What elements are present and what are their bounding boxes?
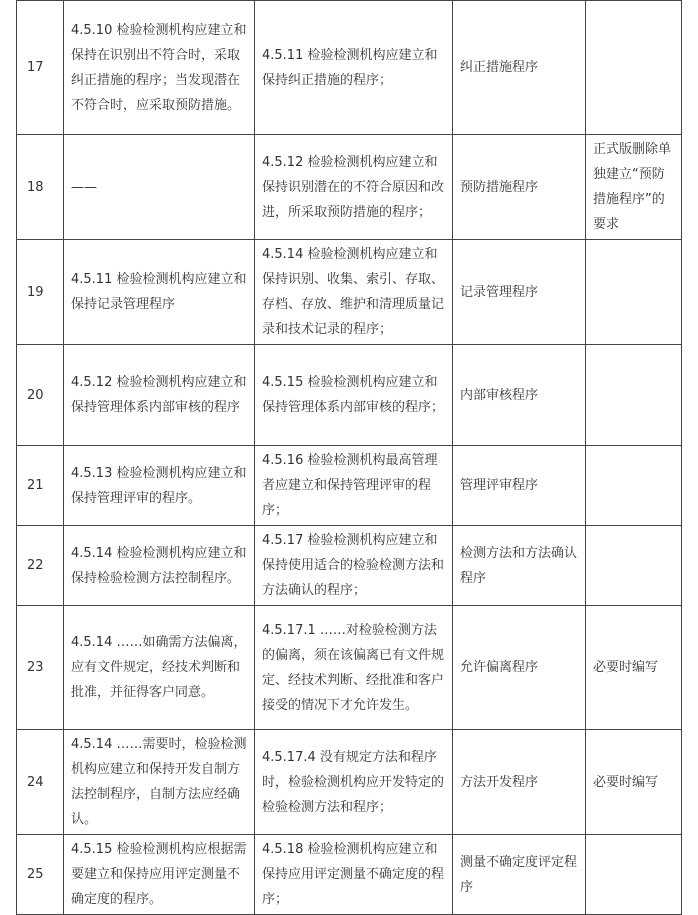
old-clause-text: 4.5.14 检验检测机构应建立和保持检验检测方法控制程序。: [64, 526, 255, 606]
table-row: [17, 526, 682, 606]
remark: [586, 1, 682, 135]
new-clause-text: 4.5.17 检验检测机构应建立和保持使用适合的检验检测方法和方法确认的程序；: [255, 526, 453, 606]
procedure-comparison-table: [16, 0, 682, 915]
row-number: 22: [17, 526, 64, 606]
row-number: 24: [17, 730, 64, 835]
row-number: 17: [17, 1, 64, 135]
row-number: 21: [17, 446, 64, 526]
procedure-name: 内部审核程序: [453, 345, 586, 446]
old-clause-text: 4.5.15 检验检测机构应根据需要建立和保持应用评定测量不确定度的程序。: [64, 835, 255, 915]
row-number: 20: [17, 345, 64, 446]
old-clause-text: 4.5.14 ……如确需方法偏离，应有文件规定，经技术判断和批准，并征得客户同意。: [64, 606, 255, 730]
new-clause-text: 4.5.14 检验检测机构应建立和保持识别、收集、索引、存取、存档、存放、维护和清理质量记录和技术记录的程序；: [255, 240, 453, 345]
procedure-name: 检测方法和方法确认程序: [453, 526, 586, 606]
row-number: 19: [17, 240, 64, 345]
remark: [586, 446, 682, 526]
remark: [586, 526, 682, 606]
procedure-name: 记录管理程序: [453, 240, 586, 345]
new-clause-text: 4.5.16 检验检测机构最高管理者应建立和保持管理评审的程序；: [255, 446, 453, 526]
row-number: 23: [17, 606, 64, 730]
procedure-name: 预防措施程序: [453, 135, 586, 240]
old-clause-text: 4.5.10 检验检测机构应建立和保持在识别出不符合时，采取纠正措施的程序；当发现潜在不符合时，应采取预防措施。: [64, 1, 255, 135]
old-clause-text: ——: [64, 135, 255, 240]
row-number: 18: [17, 135, 64, 240]
old-clause-text: 4.5.14 ……需要时，检验检测机构应建立和保持开发自制方法控制程序，自制方法应经确认。: [64, 730, 255, 835]
old-clause-text: 4.5.13 检验检测机构应建立和保持管理评审的程序。: [64, 446, 255, 526]
procedure-name: 测量不确定度评定程序: [453, 835, 586, 915]
old-clause-text: 4.5.12 检验检测机构应建立和保持管理体系内部审核的程序: [64, 345, 255, 446]
new-clause-text: 4.5.17.1 ……对检验检测方法的偏离，须在该偏离已有文件规定、经技术判断、经批准和客户接受的情况下才允许发生。: [255, 606, 453, 730]
procedure-name: 方法开发程序: [453, 730, 586, 835]
table-row: [17, 135, 682, 240]
new-clause-text: 4.5.15 检验检测机构应建立和保持管理体系内部审核的程序；: [255, 345, 453, 446]
new-clause-text: 4.5.12 检验检测机构应建立和保持识别潜在的不符合原因和改进，所采取预防措施的程序；: [255, 135, 453, 240]
table-row: [17, 446, 682, 526]
remark: 必要时编写: [586, 606, 682, 730]
row-number: 25: [17, 835, 64, 915]
table-row: [17, 730, 682, 835]
procedure-name: 允许偏离程序: [453, 606, 586, 730]
table-row: [17, 345, 682, 446]
table-body: [17, 1, 682, 915]
new-clause-text: 4.5.17.4 没有规定方法和程序时，检验检测机构应开发特定的检验检测方法和程序；: [255, 730, 453, 835]
remark: 必要时编写: [586, 730, 682, 835]
table-row: [17, 606, 682, 730]
new-clause-text: 4.5.18 检验检测机构应建立和保持应用评定测量不确定度的程序；: [255, 835, 453, 915]
remark: 正式版删除单独建立“预防措施程序”的要求: [586, 135, 682, 240]
procedure-name: 管理评审程序: [453, 446, 586, 526]
new-clause-text: 4.5.11 检验检测机构应建立和保持纠正措施的程序；: [255, 1, 453, 135]
procedure-name: 纠正措施程序: [453, 1, 586, 135]
remark: [586, 345, 682, 446]
old-clause-text: 4.5.11 检验检测机构应建立和保持记录管理程序: [64, 240, 255, 345]
table-row: [17, 1, 682, 135]
remark: [586, 240, 682, 345]
table-row: [17, 240, 682, 345]
